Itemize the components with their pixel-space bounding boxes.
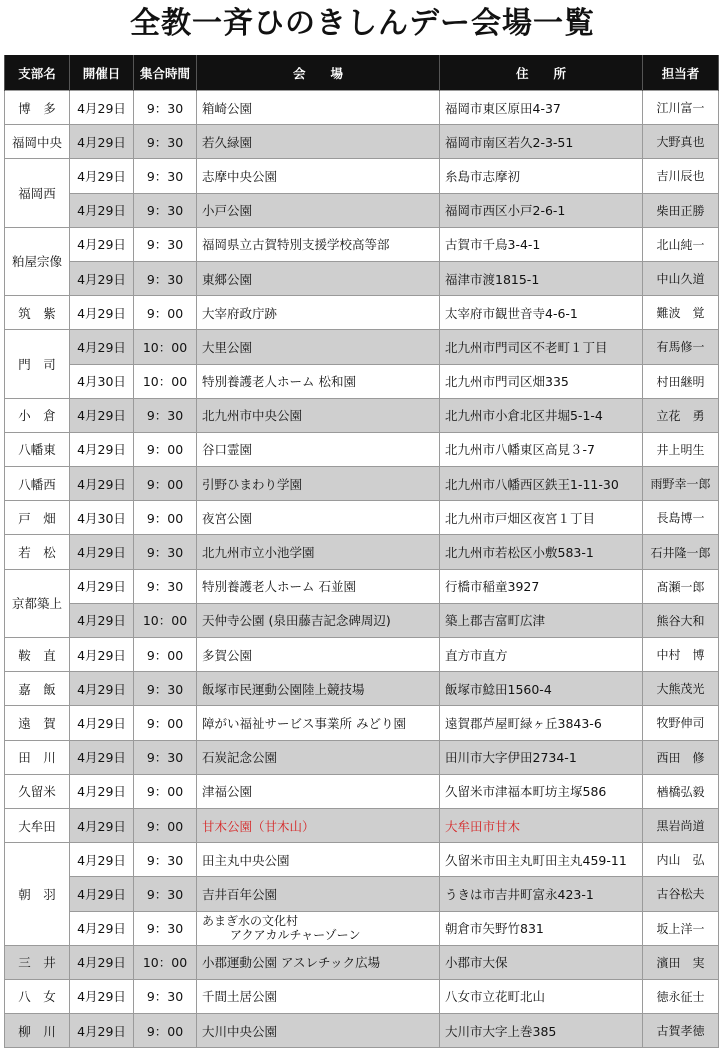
- date-cell: 4月29日: [70, 330, 134, 364]
- person-cell: 髙瀬一郎: [643, 569, 719, 603]
- table-row: [5, 603, 719, 637]
- table-row: [5, 125, 719, 159]
- table-row: [5, 364, 719, 398]
- address-cell: 大川市大字上巻385: [440, 1014, 643, 1048]
- table-row: [5, 432, 719, 466]
- time-cell: 10：00: [134, 603, 197, 637]
- venue-cell: 引野ひまわり学園: [197, 467, 440, 501]
- branch-cell: 戸 畑: [5, 501, 70, 535]
- address-cell: 福岡市東区原田4-37: [440, 91, 643, 125]
- table-header-row: [5, 55, 719, 91]
- table-row: [5, 740, 719, 774]
- table-row: [5, 979, 719, 1013]
- branch-cell: 筑 紫: [5, 296, 70, 330]
- table-row: [5, 261, 719, 295]
- time-cell: 9：00: [134, 432, 197, 466]
- branch-cell: 三 井: [5, 945, 70, 979]
- address-cell: うきは市吉井町富永423-1: [440, 877, 643, 911]
- venue-table: [4, 55, 719, 1048]
- branch-cell: 博 多: [5, 91, 70, 125]
- time-cell: 9：30: [134, 843, 197, 877]
- address-cell: 遠賀郡芦屋町緑ヶ丘3843-6: [440, 706, 643, 740]
- header-time: 集合時間: [134, 55, 197, 91]
- venue-cell: 石炭記念公園: [197, 740, 440, 774]
- table-row: [5, 843, 719, 877]
- venue-cell: 箱崎公園: [197, 91, 440, 125]
- address-cell: 北九州市若松区小敷583-1: [440, 535, 643, 569]
- venue-cell: 小郡運動公園 アスレチック広場: [197, 945, 440, 979]
- date-cell: 4月29日: [70, 638, 134, 672]
- date-cell: 4月29日: [70, 774, 134, 808]
- venue-cell: 福岡県立古賀特別支援学校高等部: [197, 227, 440, 261]
- venue-cell: 大宰府政庁跡: [197, 296, 440, 330]
- person-cell: 大野真也: [643, 125, 719, 159]
- time-cell: 9：00: [134, 467, 197, 501]
- address-cell: 八女市立花町北山: [440, 979, 643, 1013]
- time-cell: 10：00: [134, 364, 197, 398]
- time-cell: 10：00: [134, 330, 197, 364]
- address-cell: 田川市大字伊田2734-1: [440, 740, 643, 774]
- table-row: [5, 159, 719, 193]
- branch-cell: 田 川: [5, 740, 70, 774]
- venue-cell: 東郷公園: [197, 261, 440, 295]
- venue-cell: 天仲寺公園 (泉田藤吉記念碑周辺): [197, 603, 440, 637]
- person-cell: 吉川辰也: [643, 159, 719, 193]
- address-cell: 大牟田市甘木: [440, 808, 643, 842]
- address-cell: 飯塚市鯰田1560-4: [440, 672, 643, 706]
- time-cell: 9：30: [134, 535, 197, 569]
- time-cell: 9：30: [134, 740, 197, 774]
- venue-cell: 特別養護老人ホーム 石並園: [197, 569, 440, 603]
- venue-cell: 多賀公園: [197, 638, 440, 672]
- time-cell: 9：30: [134, 193, 197, 227]
- address-cell: 太宰府市観世音寺4-6-1: [440, 296, 643, 330]
- time-cell: 9：00: [134, 706, 197, 740]
- person-cell: 中山久道: [643, 261, 719, 295]
- date-cell: 4月29日: [70, 808, 134, 842]
- venue-cell: 谷口霊園: [197, 432, 440, 466]
- branch-cell: 鞍 直: [5, 638, 70, 672]
- person-cell: 牧野伸司: [643, 706, 719, 740]
- address-cell: 北九州市八幡西区鉄王1-11-30: [440, 467, 643, 501]
- venue-cell: 大里公園: [197, 330, 440, 364]
- time-cell: 9：30: [134, 261, 197, 295]
- branch-cell: 八幡東: [5, 432, 70, 466]
- date-cell: 4月29日: [70, 296, 134, 330]
- date-cell: 4月29日: [70, 603, 134, 637]
- table-row: [5, 227, 719, 261]
- address-cell: 糸島市志摩初: [440, 159, 643, 193]
- time-cell: 9：00: [134, 638, 197, 672]
- venue-cell: 田主丸中央公園: [197, 843, 440, 877]
- branch-cell: 若 松: [5, 535, 70, 569]
- time-cell: 10：00: [134, 945, 197, 979]
- header-address: 住 所: [440, 55, 643, 91]
- branch-cell: 門 司: [5, 330, 70, 398]
- time-cell: 9：00: [134, 808, 197, 842]
- date-cell: 4月30日: [70, 501, 134, 535]
- header-venue: 会 場: [197, 55, 440, 91]
- person-cell: 大熊茂光: [643, 672, 719, 706]
- person-cell: 石井隆一郎: [643, 535, 719, 569]
- address-cell: 古賀市千鳥3-4-1: [440, 227, 643, 261]
- person-cell: 難波 覚: [643, 296, 719, 330]
- branch-cell: 福岡中央: [5, 125, 70, 159]
- time-cell: 9：30: [134, 911, 197, 945]
- person-cell: 雨野幸一郎: [643, 467, 719, 501]
- header-branch: 支部名: [5, 55, 70, 91]
- person-cell: 村田継明: [643, 364, 719, 398]
- date-cell: 4月29日: [70, 432, 134, 466]
- date-cell: 4月29日: [70, 877, 134, 911]
- time-cell: 9：30: [134, 159, 197, 193]
- address-cell: 朝倉市矢野竹831: [440, 911, 643, 945]
- date-cell: 4月29日: [70, 672, 134, 706]
- venue-cell: 特別養護老人ホーム 松和園: [197, 364, 440, 398]
- person-cell: 西田 修: [643, 740, 719, 774]
- person-cell: 古谷松夫: [643, 877, 719, 911]
- time-cell: 9：30: [134, 125, 197, 159]
- table-row: [5, 672, 719, 706]
- person-cell: 濱田 実: [643, 945, 719, 979]
- person-cell: 楢橋弘毅: [643, 774, 719, 808]
- address-cell: 北九州市戸畑区夜宮１丁目: [440, 501, 643, 535]
- venue-cell: 千間土居公園: [197, 979, 440, 1013]
- address-cell: 北九州市門司区畑335: [440, 364, 643, 398]
- table-row: [5, 467, 719, 501]
- date-cell: 4月29日: [70, 979, 134, 1013]
- header-person: 担当者: [643, 55, 719, 91]
- date-cell: 4月30日: [70, 364, 134, 398]
- time-cell: 9：00: [134, 296, 197, 330]
- address-cell: 北九州市門司区不老町１丁目: [440, 330, 643, 364]
- date-cell: 4月29日: [70, 227, 134, 261]
- time-cell: 9：30: [134, 91, 197, 125]
- table-row: [5, 945, 719, 979]
- date-cell: 4月29日: [70, 911, 134, 945]
- table-row: [5, 569, 719, 603]
- address-cell: 小郡市大保: [440, 945, 643, 979]
- time-cell: 9：00: [134, 501, 197, 535]
- branch-cell: 福岡西: [5, 159, 70, 227]
- time-cell: 9：30: [134, 569, 197, 603]
- branch-cell: 大牟田: [5, 808, 70, 842]
- person-cell: 北山純一: [643, 227, 719, 261]
- address-cell: 北九州市八幡東区高見３-7: [440, 432, 643, 466]
- table-row: [5, 91, 719, 125]
- branch-cell: 久留米: [5, 774, 70, 808]
- branch-cell: 小 倉: [5, 398, 70, 432]
- venue-cell: 甘木公園（甘木山）: [197, 808, 440, 842]
- table-row: [5, 330, 719, 364]
- table-row: [5, 398, 719, 432]
- address-cell: 直方市直方: [440, 638, 643, 672]
- date-cell: 4月29日: [70, 261, 134, 295]
- table-row: [5, 501, 719, 535]
- person-cell: 内山 弘: [643, 843, 719, 877]
- address-cell: 福津市渡1815-1: [440, 261, 643, 295]
- venue-line-2: アクアカルチャーゾーン: [230, 928, 361, 943]
- branch-cell: 八 女: [5, 979, 70, 1013]
- date-cell: 4月29日: [70, 843, 134, 877]
- person-cell: 中村 博: [643, 638, 719, 672]
- address-cell: 福岡市西区小戸2-6-1: [440, 193, 643, 227]
- venue-cell: 小戸公園: [197, 193, 440, 227]
- table-row: [5, 808, 719, 842]
- time-cell: 9：30: [134, 979, 197, 1013]
- table-row: [5, 706, 719, 740]
- date-cell: 4月29日: [70, 740, 134, 774]
- person-cell: 坂上洋一: [643, 911, 719, 945]
- table-row: [5, 638, 719, 672]
- table-row: [5, 911, 719, 945]
- address-cell: 福岡市南区若久2-3-51: [440, 125, 643, 159]
- venue-cell: 飯塚市民運動公園陸上競技場: [197, 672, 440, 706]
- table-row: [5, 774, 719, 808]
- person-cell: 有馬修一: [643, 330, 719, 364]
- person-cell: 井上明生: [643, 432, 719, 466]
- address-cell: 久留米市津福本町坊主塚586: [440, 774, 643, 808]
- date-cell: 4月29日: [70, 535, 134, 569]
- venue-cell: 北九州市立小池学園: [197, 535, 440, 569]
- venue-cell: 障がい福祉サービス事業所 みどり園: [197, 706, 440, 740]
- venue-cell: 北九州市中央公園: [197, 398, 440, 432]
- venue-line-1: あまぎ水の文化村: [202, 914, 299, 929]
- header-date: 開催日: [70, 55, 134, 91]
- venue-cell: 大川中央公園: [197, 1014, 440, 1048]
- table-row: [5, 1014, 719, 1048]
- person-cell: 徳永征士: [643, 979, 719, 1013]
- date-cell: 4月29日: [70, 1014, 134, 1048]
- address-cell: 行橋市稲童3927: [440, 569, 643, 603]
- branch-cell: 朝 羽: [5, 843, 70, 946]
- branch-cell: 柳 川: [5, 1014, 70, 1048]
- person-cell: 黒岩尚道: [643, 808, 719, 842]
- venue-cell: [197, 911, 440, 945]
- person-cell: 柴田正勝: [643, 193, 719, 227]
- date-cell: 4月29日: [70, 125, 134, 159]
- time-cell: 9：30: [134, 672, 197, 706]
- venue-cell: 若久緑園: [197, 125, 440, 159]
- table-row: [5, 535, 719, 569]
- date-cell: 4月29日: [70, 467, 134, 501]
- person-cell: 長島博一: [643, 501, 719, 535]
- date-cell: 4月29日: [70, 706, 134, 740]
- time-cell: 9：30: [134, 398, 197, 432]
- person-cell: 古賀孝徳: [643, 1014, 719, 1048]
- time-cell: 9：00: [134, 774, 197, 808]
- address-cell: 久留米市田主丸町田主丸459-11: [440, 843, 643, 877]
- time-cell: 9：30: [134, 877, 197, 911]
- branch-cell: 京都築上: [5, 569, 70, 637]
- table-row: [5, 193, 719, 227]
- date-cell: 4月29日: [70, 569, 134, 603]
- time-cell: 9：30: [134, 227, 197, 261]
- date-cell: 4月29日: [70, 159, 134, 193]
- branch-cell: 嘉 飯: [5, 672, 70, 706]
- date-cell: 4月29日: [70, 945, 134, 979]
- person-cell: 立花 勇: [643, 398, 719, 432]
- page-title: 全教一斉ひのきしんデー会場一覧: [130, 6, 595, 41]
- venue-cell: 志摩中央公園: [197, 159, 440, 193]
- address-cell: 北九州市小倉北区井堀5-1-4: [440, 398, 643, 432]
- table-row: [5, 877, 719, 911]
- person-cell: 熊谷大和: [643, 603, 719, 637]
- time-cell: 9：00: [134, 1014, 197, 1048]
- branch-cell: 遠 賀: [5, 706, 70, 740]
- date-cell: 4月29日: [70, 91, 134, 125]
- branch-cell: 粕屋宗像: [5, 227, 70, 295]
- venue-cell: 津福公園: [197, 774, 440, 808]
- table-row: [5, 296, 719, 330]
- branch-cell: 八幡西: [5, 467, 70, 501]
- venue-cell: 吉井百年公園: [197, 877, 440, 911]
- date-cell: 4月29日: [70, 193, 134, 227]
- address-cell: 築上郡吉富町広津: [440, 603, 643, 637]
- venue-cell: 夜宮公園: [197, 501, 440, 535]
- date-cell: 4月29日: [70, 398, 134, 432]
- person-cell: 江川富一: [643, 91, 719, 125]
